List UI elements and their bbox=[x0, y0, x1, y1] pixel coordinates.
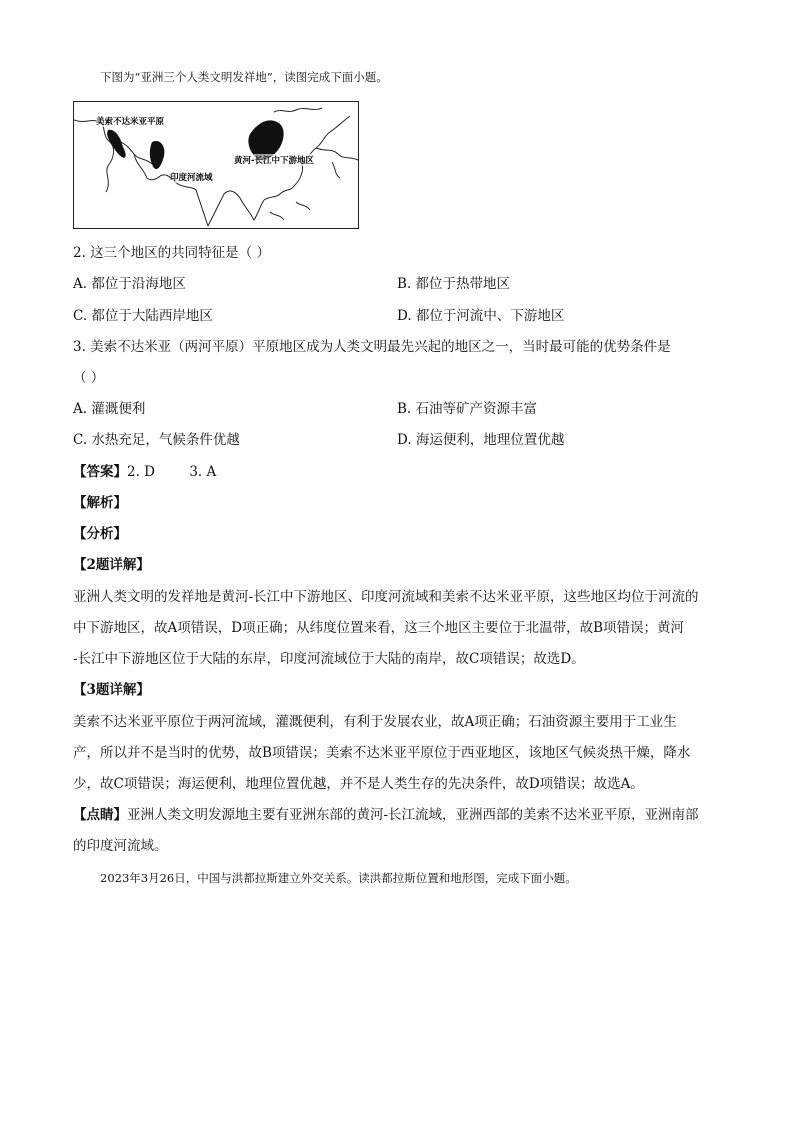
q3-detail-line-2: 产，所以并不是当时的优势，故B项错误；美索不达米亚平原位于西亚地区，该地区气候炎热干燥，降水 bbox=[73, 745, 691, 761]
q3-detail-line-1: 美索不达米亚平原位于两河流域，灌溉便利，有利于发展农业，故A项正确；石油资源主要用于工业生 bbox=[73, 714, 677, 730]
analysis-tag: 【解析】 bbox=[73, 495, 127, 511]
q3-option-d: D. 海运便利，地理位置优越 bbox=[397, 432, 565, 448]
map-label-indus: 印度河流域 bbox=[170, 173, 213, 183]
q2-detail-line-1: 亚洲人类文明的发祥地是黄河-长江中下游地区、印度河流域和美索不达米亚平原，这些地区均位于河流的 bbox=[73, 589, 699, 605]
q3-detail-line-3: 少，故C项错误；海运便利，地理位置优越，并不是人类生存的先决条件，故D项错误；故选A。 bbox=[73, 776, 644, 792]
q2-option-a: A. 都位于沿海地区 bbox=[73, 276, 186, 292]
q2-detail-tag: 【2题详解】 bbox=[73, 557, 150, 573]
answer-line bbox=[73, 462, 216, 482]
q3-detail-tag: 【3题详解】 bbox=[73, 682, 150, 698]
q2-stem: 2. 这三个地区的共同特征是（ ） bbox=[73, 245, 270, 261]
q3-option-b: B. 石油等矿产资源丰富 bbox=[397, 401, 538, 417]
fenxi-tag: 【分析】 bbox=[73, 526, 127, 542]
q3-option-a: A. 灌溉便利 bbox=[73, 401, 146, 417]
dianjing-line-2: 的印度河流域。 bbox=[73, 838, 168, 854]
q2-option-b: B. 都位于热带地区 bbox=[397, 276, 511, 292]
answer-value: 2. D 3. A bbox=[127, 464, 217, 480]
next-intro-text: 2023年3月26日，中国与洪都拉斯建立外交关系。读洪都拉斯位置和地形图，完成下面小题。 bbox=[100, 871, 577, 885]
dianjing-text-1: 亚洲人类文明发源地主要有亚洲东部的黄河-长江流域，亚洲西部的美索不达米亚平原，亚洲南部 bbox=[127, 807, 699, 823]
q2-detail-line-3: -长江中下游地区位于大陆的东岸，印度河流域位于大陆的南岸，故C项错误；故选D。 bbox=[73, 651, 585, 667]
q2-detail-line-2: 中下游地区，故A项错误，D项正确；从纬度位置来看，这三个地区主要位于北温带，故B项错误；黄河 bbox=[73, 620, 684, 636]
intro-text: 下图为“亚洲三个人类文明发祥地”，读图完成下面小题。 bbox=[100, 70, 388, 84]
q3-stem: 3. 美索不达米亚（两河平原）平原地区成为人类文明最先兴起的地区之一，当时最可能的优势条件是 bbox=[73, 339, 671, 355]
dianjing-tag: 【点睛】 bbox=[73, 807, 127, 823]
q2-option-c: C. 都位于大陆西岸地区 bbox=[73, 308, 213, 324]
asia-civilizations-map bbox=[73, 101, 359, 229]
map-label-mesopotamia: 美索不达米亚平原 bbox=[96, 117, 165, 127]
q3-option-c: C. 水热充足，气候条件优越 bbox=[73, 432, 240, 448]
map-label-yellow-yangtze: 黄河-长江中下游地区 bbox=[234, 156, 315, 166]
answer-tag: 【答案】 bbox=[73, 464, 127, 480]
dianjing-line-1 bbox=[73, 805, 699, 825]
q3-paren: （ ） bbox=[73, 370, 105, 386]
q2-option-d: D. 都位于河流中、下游地区 bbox=[397, 308, 565, 324]
indus-region bbox=[150, 141, 165, 169]
